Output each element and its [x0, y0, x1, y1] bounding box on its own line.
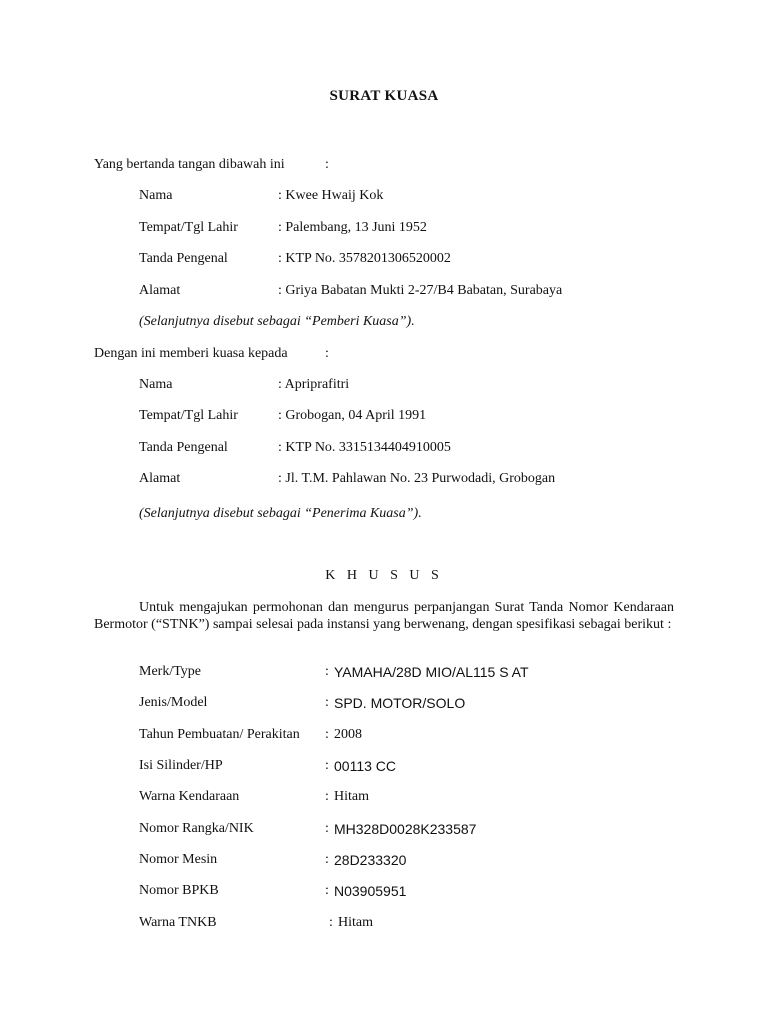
field-label: Jenis/Model — [139, 695, 208, 710]
field-colon: : — [325, 789, 329, 804]
field-label: Nomor BPKB — [139, 883, 219, 898]
field-label: Nomor Mesin — [139, 852, 218, 867]
field-value: : Grobogan, 04 April 1991 — [278, 408, 427, 423]
grantee-intro-colon: : — [325, 346, 329, 361]
field-label: Alamat — [139, 471, 181, 486]
field-label: Nama — [139, 377, 173, 392]
grantor-intro-text: Yang bertanda tangan dibawah ini — [94, 157, 285, 172]
purpose-paragraph: Untuk mengajukan permohonan dan mengurus perpanjangan Surat Tanda Nomor Kendaraan Bermotor (“STNK”) sampai selesai pada instansi yang berwenang, dengan spesifikasi sebagai berikut : — [94, 600, 674, 632]
field-colon: : — [325, 695, 329, 710]
grantor-intro — [94, 157, 329, 173]
field-value: : Griya Babatan Mukti 2-27/B4 Babatan, Surabaya — [278, 283, 563, 298]
field-value: 2008 — [334, 727, 362, 742]
field-value: : KTP No. 3315134404910005 — [278, 440, 451, 455]
document-title: SURAT KUASA — [329, 88, 439, 104]
field-colon: : — [325, 821, 329, 836]
field-colon: : — [325, 758, 329, 773]
field-label: Merk/Type — [139, 664, 202, 679]
field-value: SPD. MOTOR/SOLO — [334, 695, 466, 711]
field-label: Tempat/Tgl Lahir — [139, 220, 238, 235]
field-value: Hitam — [338, 915, 373, 930]
grantor-intro-colon: : — [325, 157, 329, 172]
field-label: Warna TNKB — [139, 915, 217, 930]
grantee-intro-text: Dengan ini memberi kuasa kepada — [94, 346, 288, 361]
field-label: Isi Silinder/HP — [139, 758, 223, 773]
field-value: 28D233320 — [334, 852, 407, 868]
field-label: Nomor Rangka/NIK — [139, 821, 254, 836]
field-value: 00113 CC — [334, 758, 397, 774]
field-value: : Palembang, 13 Juni 1952 — [278, 220, 427, 235]
field-value: : Apriprafitri — [278, 377, 350, 392]
field-value: YAMAHA/28D MIO/AL115 S AT — [334, 664, 529, 680]
field-value: N03905951 — [334, 883, 407, 899]
field-colon: : — [325, 727, 329, 742]
field-label: Warna Kendaraan — [139, 789, 240, 804]
field-label: Nama — [139, 188, 173, 203]
field-value: : KTP No. 3578201306520002 — [278, 251, 451, 266]
field-colon: : — [325, 883, 329, 898]
field-label: Tahun Pembuatan/ Perakitan — [139, 727, 300, 742]
field-colon: : — [329, 915, 333, 930]
field-value: MH328D0028K233587 — [334, 821, 477, 837]
field-colon: : — [325, 852, 329, 867]
special-heading: K H U S U S — [325, 568, 443, 583]
grantee-note: (Selanjutnya disebut sebagai “Penerima Kuasa”). — [139, 506, 422, 521]
field-value: : Jl. T.M. Pahlawan No. 23 Purwodadi, Grobogan — [278, 471, 556, 486]
field-label: Tanda Pengenal — [139, 440, 228, 455]
field-label: Tanda Pengenal — [139, 251, 228, 266]
field-colon: : — [325, 664, 329, 679]
grantee-intro — [94, 346, 329, 362]
field-label: Alamat — [139, 283, 181, 298]
field-value: : Kwee Hwaij Kok — [278, 188, 384, 203]
field-label: Tempat/Tgl Lahir — [139, 408, 238, 423]
grantor-note: (Selanjutnya disebut sebagai “Pemberi Kuasa”). — [139, 314, 415, 329]
field-value: Hitam — [334, 789, 369, 804]
